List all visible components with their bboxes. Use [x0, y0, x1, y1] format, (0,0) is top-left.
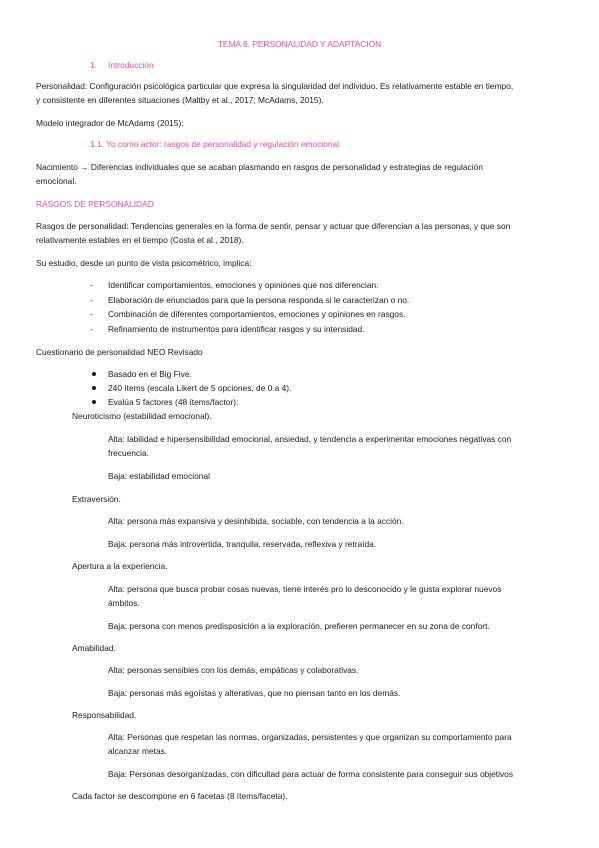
- nacimiento-line2: emocional.: [36, 176, 77, 186]
- amabilidad-baja: Baja: personas más egoístas y alterativas, que no piensan tanto en los demás.: [108, 688, 401, 698]
- responsabilidad-baja: Baja: Personas desorganizadas, con dificultad para actuar de forma consistente para conseguir sus objetivos: [108, 769, 514, 779]
- personalidad-definition-line2: y consistente en diferentes situaciones (Maltby et al., 2017; McAdams, 2015).: [36, 95, 324, 105]
- bullet-marker: [92, 386, 96, 390]
- apertura-baja: Baja: persona con menos predisposición a la exploración, prefieren permanecer en su zona de confort.: [108, 621, 490, 631]
- list-item: Combinación de diferentes comportamientos, emociones y opiniones en rasgos.: [108, 309, 406, 319]
- list-item: Identificar comportamientos, emociones y opiniones que nos diferencian.: [108, 280, 379, 290]
- section-number: 1.: [90, 60, 97, 70]
- list-item: Elaboración de enunciados para que la persona responda si le caracterizan o no.: [108, 295, 410, 305]
- rasgos-definition-line2: relativamente estables en el tiempo (Costa et al., 2018).: [36, 235, 244, 245]
- factor-extraversion: Extraversión.: [72, 494, 121, 504]
- nacimiento-line1: Nacimiento → Diferencias individuales que se acaban plasmando en rasgos de personalidad y estrategias de regulación: [36, 162, 483, 172]
- list-item: Basado en el Big Five.: [108, 369, 192, 379]
- bullet-marker: [92, 372, 96, 376]
- bullet-marker: [92, 400, 96, 404]
- subsection-heading: 1.1. Yo como actor: rasgos de personalidad y regulación emocional: [90, 139, 340, 149]
- page-title: TEMA 6. PERSONALIDAD Y ADAPTACIÓN: [217, 39, 382, 49]
- dash-marker: -: [90, 280, 93, 290]
- extraversion-baja: Baja: persona más introvertida, tranquila, reservada, reflexiva y retraída.: [108, 539, 377, 549]
- dash-marker: -: [90, 324, 93, 334]
- factor-responsabilidad: Responsabilidad.: [72, 710, 137, 720]
- personalidad-definition-line1: Personalidad: Configuración psicológica particular que expresa la singularidad del individuo. Es relativamente estable en tiempo,: [36, 81, 514, 91]
- neo-heading: Cuestionario de personalidad NEO Revisado: [36, 347, 203, 357]
- facetas-note: Cada factor se descompone en 6 facetas (8 ítems/faceta).: [72, 791, 288, 801]
- modelo-integrador: Modelo integrador de McAdams (2015):: [36, 118, 184, 128]
- list-item: Evalúa 5 factores (48 ítems/factor):: [108, 397, 239, 407]
- rasgos-definition-line1: Rasgos de personalidad: Tendencias generales en la forma de sentir, pensar y actuar que diferencian a las personas, y que son: [36, 221, 511, 231]
- rasgos-heading: RASGOS DE PERSONALIDAD: [36, 199, 154, 209]
- responsabilidad-alta-line1: Alta: Personas que respetan las normas, organizadas, persistentes y que organizan su comportamiento para: [108, 732, 512, 742]
- amabilidad-alta: Alta: personas sensibles con los demás, empáticas y colaborativas.: [108, 665, 359, 675]
- list-item: 240 ítems (escala Likert de 5 opciones, de 0 a 4).: [108, 383, 292, 393]
- dash-marker: -: [90, 295, 93, 305]
- apertura-alta-line2: ámbitos.: [108, 598, 140, 608]
- factor-apertura: Apertura a la experiencia.: [72, 561, 168, 571]
- extraversion-alta: Alta: persona más expansiva y desinhibida, sociable, con tendencia a la acción.: [108, 516, 404, 526]
- neuroticismo-alta-line1: Alta: labilidad e hipersensibilidad emocional, ansiedad, y tendencia a experimentar emociones negativas con: [108, 434, 512, 444]
- section-heading: Introducción: [108, 60, 154, 70]
- estudio-intro: Su estudio, desde un punto de vista psicométrico, implica:: [36, 258, 252, 268]
- factor-neuroticismo: Neuroticismo (estabilidad emocional).: [72, 411, 212, 421]
- responsabilidad-alta-line2: alcanzar metas.: [108, 746, 168, 756]
- neuroticismo-alta-line2: frecuencia.: [108, 448, 149, 458]
- factor-amabilidad: Amabilidad.: [72, 643, 116, 653]
- list-item: Refinamiento de instrumentos para identificar rasgos y su intensidad.: [108, 324, 365, 334]
- dash-marker: -: [90, 309, 93, 319]
- neuroticismo-baja: Baja: estabilidad emocional: [108, 471, 210, 481]
- apertura-alta-line1: Alta: persona que busca probar cosas nuevas, tiene interés pro lo desconocido y le gusta explorar nuevos: [108, 584, 502, 594]
